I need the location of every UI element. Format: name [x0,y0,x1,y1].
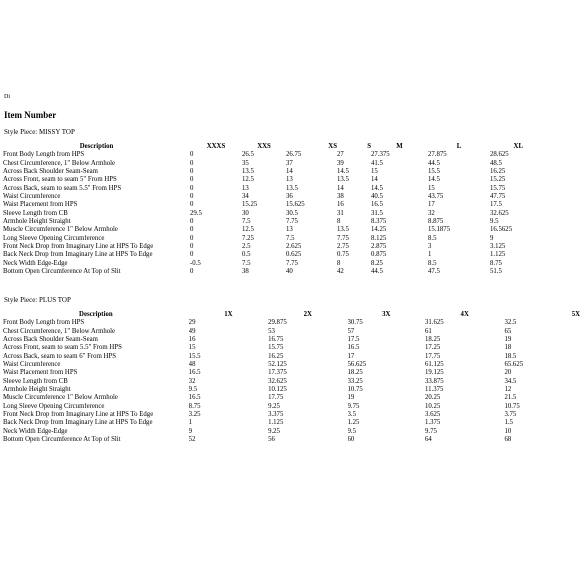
missy-spec-table [3,143,523,277]
measurement-cell: 15 [428,184,435,192]
measurement-cell: 8 [337,218,341,226]
measurement-cell: 0 [190,193,194,201]
table-row [3,361,580,369]
measurement-cell: 16.25 [268,352,284,360]
table-row [3,251,523,259]
table-row [3,151,523,159]
measurement-cell: 15 [188,344,196,352]
measurement-cell: 10.25 [424,402,441,410]
measurement-cell: 26.5 [242,151,254,159]
row-description: Front Body Length from HPS [3,319,85,327]
missy-header-s: S [367,143,371,150]
table-row [3,201,523,209]
row-description: Front Body Length from HPS [3,151,85,159]
measurement-cell: 0 [190,251,194,259]
plus-style-piece-label: Style Piece: PLUS TOP [4,296,71,304]
measurement-cell: 64 [424,436,432,444]
measurement-cell: 16.5 [371,201,383,209]
measurement-cell: 0.625 [286,251,302,259]
measurement-cell: 18 [504,344,512,352]
measurement-cell: 8.5 [428,234,437,242]
measurement-cell: 0 [190,243,194,251]
table-row [3,328,580,336]
measurement-cell: 16.25 [490,168,506,176]
measurement-cell: 40 [286,268,293,276]
measurement-cell: 13.5 [242,168,254,176]
measurement-cell: 17.5 [490,201,502,209]
measurement-cell: 17 [347,352,355,360]
measurement-cell: 17.75 [268,394,284,402]
measurement-cell: 17 [428,201,435,209]
measurement-cell: 1 [188,419,193,427]
measurement-cell: 9.75 [347,402,360,410]
measurement-cell: 44.5 [428,159,440,167]
measurement-cell: 18.25 [424,336,441,344]
measurement-cell: 60 [347,436,355,444]
table-row [3,344,580,352]
plus-header-1x: 1X [224,311,233,318]
measurement-cell: 1.125 [268,419,284,427]
row-description: Long Sleeve Opening Circumference [3,402,105,410]
measurement-cell: 7.5 [242,259,251,267]
row-description: Across Front, seam to seam 5.5" From HPS [3,344,122,352]
measurement-cell: 14.5 [337,168,349,176]
measurement-cell: 47.75 [490,193,506,201]
measurement-cell: 40.5 [371,193,383,201]
row-description: Neck Width Edge-Edge [3,427,68,435]
measurement-cell: 13 [242,184,249,192]
measurement-cell: 29.5 [190,209,202,217]
measurement-cell: 32 [188,377,196,385]
measurement-cell: 0 [190,234,194,242]
measurement-cell: 10.125 [268,386,287,394]
measurement-cell: 3.75 [504,411,517,419]
row-description: Sleeve Length from CB [3,377,68,385]
measurement-cell: 9 [490,234,494,242]
measurement-cell: 49 [188,327,196,335]
measurement-cell: 0 [190,201,194,209]
measurement-cell: 14 [337,184,344,192]
missy-header-row [3,143,523,151]
table-row [3,411,580,419]
row-description: Armhole Height Straight [3,386,71,394]
measurement-cell: 8.5 [428,259,437,267]
measurement-cell: 9.5 [188,386,198,394]
missy-header-m: M [396,143,403,150]
measurement-cell: 14.5 [428,176,440,184]
measurement-cell: 61 [424,327,432,335]
measurement-cell: 36 [286,193,293,201]
measurement-cell: 34 [242,193,249,201]
table-row [3,243,523,251]
measurement-cell: 44.5 [371,268,383,276]
measurement-cell: 7.75 [286,218,298,226]
measurement-cell: 7.5 [242,218,251,226]
measurement-cell: 7.75 [337,234,349,242]
measurement-cell: 16.5625 [490,226,513,234]
measurement-cell: 0 [190,268,194,276]
measurement-cell: 39 [337,159,344,167]
measurement-cell: 13.5 [337,176,349,184]
measurement-cell: 0.75 [337,251,349,259]
measurement-cell: 38 [242,268,249,276]
table-row [3,218,523,226]
measurement-cell: 0 [190,226,194,234]
measurement-cell: 2.875 [371,243,387,251]
missy-header-xxs: XXS [257,143,271,150]
table-row [3,193,523,201]
measurement-cell: 14 [286,168,293,176]
measurement-cell: 43.75 [428,193,444,201]
measurement-cell: 61.125 [424,361,444,369]
measurement-cell: 16 [337,201,344,209]
table-row [3,319,580,327]
measurement-cell: 38 [337,193,344,201]
measurement-cell: 8.875 [428,218,444,226]
plus-header-4x: 4X [460,311,469,318]
row-description: Sleeve Length from CB [3,209,68,217]
measurement-cell: 32.625 [490,209,509,217]
measurement-cell: 10.75 [504,402,520,410]
measurement-cell: 31.5 [371,209,383,217]
measurement-cell: 15 [371,168,378,176]
measurement-cell: 37 [286,159,293,167]
table-row [3,403,580,411]
row-description: Armhole Height Straight [3,218,71,226]
measurement-cell: 15.75 [490,184,506,192]
row-description: Neck Width Edge-Edge [3,259,68,267]
measurement-cell: 34.5 [504,377,517,385]
measurement-cell: 2.5 [242,243,251,251]
missy-header-xs: XS [328,143,337,150]
row-description: Across Back, seam to seam 6" From HPS [3,352,117,360]
row-description: Back Neck Drop from Imaginary Line at HPS To Edge [3,251,153,259]
measurement-cell: 0.875 [371,251,387,259]
measurement-cell: 0.5 [242,251,251,259]
measurement-cell: 8.25 [371,259,383,267]
measurement-cell: 1.5 [504,419,513,427]
measurement-cell: 3.125 [490,243,506,251]
missy-header-l: L [456,143,462,150]
plus-spec-table [3,311,580,445]
measurement-cell: 65 [504,327,512,335]
measurement-cell: 15.25 [490,176,506,184]
table-row [3,210,523,218]
measurement-cell: 9.75 [424,427,437,435]
measurement-cell: 13.5 [286,184,298,192]
measurement-cell: 19.125 [424,369,444,377]
missy-header-description: Description [79,143,114,150]
measurement-cell: 13 [286,226,293,234]
measurement-cell: 51.5 [490,268,502,276]
measurement-cell: 30 [242,209,249,217]
measurement-cell: 26.75 [286,151,302,159]
measurement-cell: 18.25 [347,369,363,377]
measurement-cell: 21.5 [504,394,517,402]
missy-style-piece-label: Style Piece: MISSY TOP [4,128,75,136]
table-row [3,268,523,276]
measurement-cell: 32.625 [268,377,287,385]
measurement-cell: 32.5 [504,319,517,327]
row-description: Waist Circumference [3,193,61,201]
measurement-cell: 47.5 [428,268,440,276]
measurement-cell: 3.25 [188,411,201,419]
row-description: Across Back Shoulder Seam-Seam [3,168,98,176]
row-description: Muscle Circumference 1" Below Armhole [3,226,118,234]
measurement-cell: 3.5 [347,411,357,419]
measurement-cell: 8.125 [371,234,387,242]
measurement-cell: 32 [428,209,435,217]
plus-header-2x: 2X [303,311,312,318]
table-row [3,336,580,344]
measurement-cell: 56 [268,436,275,444]
measurement-cell: 15.625 [286,201,305,209]
missy-header-xl: XL [513,143,523,150]
measurement-cell: 9.5 [347,427,357,435]
measurement-cell: 14 [371,176,378,184]
measurement-cell: 0 [190,168,194,176]
measurement-cell: 56.625 [347,361,367,369]
measurement-cell: 19 [504,336,512,344]
measurement-cell: 29 [188,319,196,327]
table-row [3,386,580,394]
row-description: Chest Circumference, 1" Below Armhole [3,159,116,167]
row-description: Across Back Shoulder Seam-Seam [3,336,98,344]
table-row [3,353,580,361]
table-row [3,428,580,436]
measurement-cell: 57 [347,327,355,335]
tiny-header-text: Di [4,94,10,100]
measurement-cell: 28.625 [490,151,509,159]
measurement-cell: 31 [337,209,344,217]
measurement-cell: 65.625 [504,361,524,369]
row-description: Back Neck Drop from Imaginary Line at HPS To Edge [3,419,153,427]
table-row [3,176,523,184]
plus-header-3x: 3X [382,311,391,318]
measurement-cell: 8.75 [490,259,502,267]
measurement-cell: 9.5 [490,218,499,226]
measurement-cell: 14.5 [371,184,383,192]
measurement-cell: 8.375 [371,218,387,226]
measurement-cell: 17.375 [268,369,287,377]
measurement-cell: 13 [286,176,293,184]
row-description: Across Front, seam to seam 5" From HPS [3,176,117,184]
measurement-cell: 20.25 [424,394,441,402]
measurement-cell: 17.5 [347,336,360,344]
row-description: Across Back, seam to seam 5.5" From HPS [3,184,122,192]
measurement-cell: 48 [188,361,196,369]
plus-header-row [3,311,580,319]
table-row [3,235,523,243]
table-row [3,168,523,176]
measurement-cell: 3.625 [424,411,441,419]
row-description: Chest Circumference, 1" Below Armhole [3,327,116,335]
measurement-cell: 3.375 [268,411,284,419]
measurement-cell: 18.5 [504,352,517,360]
measurement-cell: 1.375 [424,419,441,427]
measurement-cell: 42 [337,268,344,276]
measurement-cell: 29.875 [268,319,287,327]
measurement-cell: 17.75 [424,352,441,360]
measurement-cell: 16.5 [347,344,360,352]
table-row [3,226,523,234]
measurement-cell: 15.5 [188,352,201,360]
measurement-cell: 27 [337,151,344,159]
measurement-cell: 68 [504,436,512,444]
measurement-cell: 16 [188,336,196,344]
measurement-cell: 9.25 [268,427,280,435]
measurement-cell: 9.25 [268,402,280,410]
measurement-cell: 7.5 [286,234,295,242]
measurement-cell: 17.25 [424,344,441,352]
measurement-cell: 10 [504,427,512,435]
measurement-cell: 12.5 [242,226,254,234]
measurement-cell: 0 [190,159,194,167]
measurement-cell: 33.875 [424,377,444,385]
measurement-cell: 15.1875 [428,226,451,234]
measurement-cell: -0.5 [190,259,201,267]
measurement-cell: 12 [504,386,512,394]
measurement-cell: 7.25 [242,234,254,242]
measurement-cell: 0 [190,218,194,226]
measurement-cell: 16.5 [188,369,201,377]
row-description: Long Sleeve Opening Circumference [3,234,105,242]
measurement-cell: 2.625 [286,243,302,251]
measurement-cell: 13.5 [337,226,349,234]
measurement-cell: 52.125 [268,361,287,369]
measurement-cell: 12.5 [242,176,254,184]
measurement-cell: 0 [190,176,194,184]
measurement-cell: 16.5 [188,394,201,402]
measurement-cell: 10.75 [347,386,363,394]
measurement-cell: 14.25 [371,226,387,234]
table-row [3,369,580,377]
measurement-cell: 1 [428,251,432,259]
measurement-cell: 8 [337,259,341,267]
measurement-cell: 31.625 [424,319,444,327]
row-description: Waist Placement from HPS [3,369,78,377]
table-row [3,260,523,268]
measurement-cell: 41.5 [371,159,383,167]
row-description: Bottom Open Circumference At Top of Slit [3,268,121,276]
row-description: Bottom Open Circumference At Top of Slit [3,436,121,444]
measurement-cell: 1.125 [490,251,506,259]
measurement-cell: 30.75 [347,319,363,327]
measurement-cell: 48.5 [490,159,502,167]
measurement-cell: 19 [347,394,355,402]
row-description: Front Neck Drop from Imaginary Line at HPS To Edge [3,243,154,251]
measurement-cell: 15.75 [268,344,284,352]
row-description: Waist Placement from HPS [3,201,78,209]
measurement-cell: 20 [504,369,512,377]
measurement-cell: 11.375 [424,386,444,394]
measurement-cell: 53 [268,327,275,335]
item-number-heading: Item Number [4,110,57,120]
measurement-cell: 3 [428,243,432,251]
measurement-cell: 35 [242,159,249,167]
table-row [3,436,580,444]
row-description: Front Neck Drop from Imaginary Line at HPS To Edge [3,411,154,419]
measurement-cell: 30.5 [286,209,298,217]
measurement-cell: 15.5 [428,168,440,176]
measurement-cell: 0 [190,184,194,192]
measurement-cell: 8.75 [188,402,201,410]
measurement-cell: 52 [188,436,196,444]
measurement-cell: 1.25 [347,419,360,427]
row-description: Muscle Circumference 1" Below Armhole [3,394,118,402]
table-row [3,160,523,168]
plus-header-description: Description [79,311,113,318]
row-description: Waist Circumference [3,361,61,369]
measurement-cell: 16.75 [268,336,284,344]
table-row [3,185,523,193]
measurement-cell: 2.75 [337,243,349,251]
measurement-cell: 0 [190,151,194,159]
measurement-cell: 7.75 [286,259,298,267]
table-row [3,394,580,402]
table-row [3,378,580,386]
plus-header-5x: 5X [571,311,580,318]
measurement-cell: 33.25 [347,377,363,385]
measurement-cell: 27.875 [428,151,447,159]
measurement-cell: 15.25 [242,201,258,209]
measurement-cell: 27.375 [371,151,390,159]
table-row [3,419,580,427]
measurement-cell: 9 [188,427,193,435]
missy-header-xxxs: XXXS [206,143,226,150]
